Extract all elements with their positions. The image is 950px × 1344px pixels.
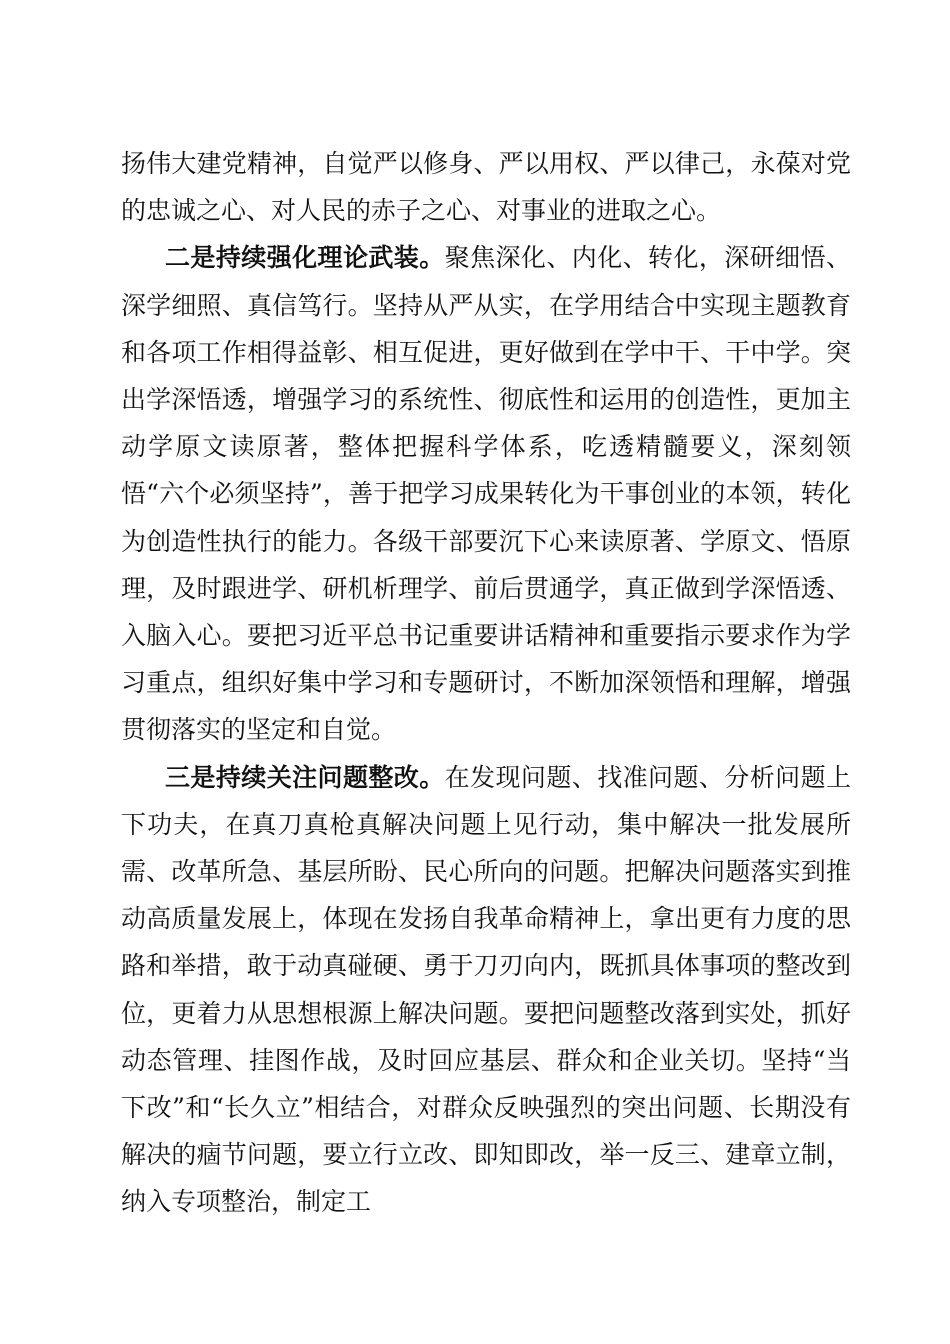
paragraph-3 <box>121 754 851 1226</box>
paragraph-3-heading: 三是持续关注问题整改。 <box>165 762 445 792</box>
paragraph-2-text: 聚焦深化、内化、转化，深研细悟、深学细照、真信笃行。坚持从严从实，在学用结合中实现主题教育和各项工作相得益彰、相互促进，更好做到在学中干、干中学。突出学深悟透，增强学习的系统性、彻底性和运用的创造性，更加主动学原文读原著，整体把握科学体系，吃透精髓要义，深刻领悟“六个必须坚持”，善于把学习成果转化为干事创业的本领，转化为创造性执行的能力。各级干部要沉下心来读原著、学原文、悟原理，及时跟进学、研机析理学、前后贯通学，真正做到学深悟透、入脑入心。要把习近平总书记重要讲话精神和重要指示要求作为学习重点，组织好集中学习和专题研讨，不断加深领悟和理解，增强贯彻落实的坚定和自觉。 <box>121 243 851 745</box>
paragraph-2-heading: 二是持续强化理论武装。 <box>165 243 445 273</box>
paragraph-1 <box>121 140 851 234</box>
paragraph-3-text: 在发现问题、找准问题、分析问题上下功夫，在真刀真枪真解决问题上见行动，集中解决一批发展所需、改革所急、基层所盼、民心所向的问题。把解决问题落实到推动高质量发展上，体现在发扬自我革命精神上，拿出更有力度的思路和举措，敢于动真碰硬、勇于刀刃向内，既抓具体事项的整改到位，更着力从思想根源上解决问题。要把问题整改落到实处，抓好动态管理、挂图作战，及时回应基层、群众和企业关切。坚持“当下改”和“长久立”相结合，对群众反映强烈的突出问题、长期没有解决的痼节问题，要立行立改、即知即改，举一反三、建章立制，纳入专项整治，制定工 <box>121 762 851 1217</box>
paragraph-2 <box>121 234 851 753</box>
document-body <box>121 140 851 1226</box>
paragraph-1-text: 扬伟大建党精神，自觉严以修身、严以用权、严以律己，永葆对党的忠诚之心、对人民的赤子之心、对事业的进取之心。 <box>121 149 851 226</box>
